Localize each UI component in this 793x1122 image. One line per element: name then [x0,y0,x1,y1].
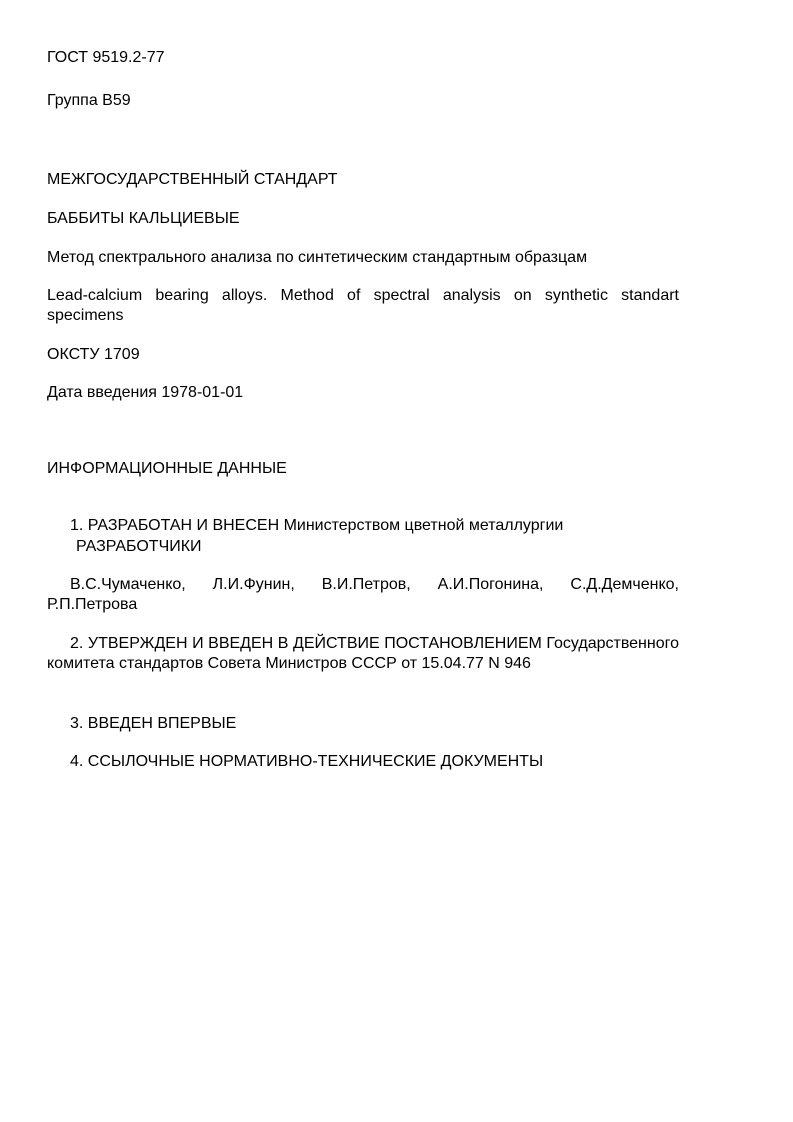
info-developers: В.С.Чумаченко, Л.И.Фунин, В.И.Петров, А.И.Погонина, С.Д.Демченко, Р.П.Петрова [47,576,679,613]
doc-title: БАББИТЫ КАЛЬЦИЕВЫЕ [47,210,240,227]
info-item-1-developers-label: РАЗРАБОТЧИКИ [76,538,202,555]
doc-group: Группа В59 [47,92,131,109]
info-item-2: 2. УТВЕРЖДЕН И ВВЕДЕН В ДЕЙСТВИЕ ПОСТАНОВЛЕНИЕМ Государственного комитета стандартов Совета Министров СССР от 15.04.77 N 946 [47,635,679,672]
info-item-1: 1. РАЗРАБОТАН И ВНЕСЕН Министерством цветной металлургии [70,517,564,534]
info-heading: ИНФОРМАЦИОННЫЕ ДАННЫЕ [47,460,287,477]
doc-intro-date: Дата введения 1978-01-01 [47,384,244,401]
doc-oksty: ОКСТУ 1709 [47,346,140,363]
info-item-3: 3. ВВЕДЕН ВПЕРВЫЕ [70,715,237,732]
standard-type: МЕЖГОСУДАРСТВЕННЫЙ СТАНДАРТ [47,171,338,188]
doc-subtitle-en: Lead-calcium bearing alloys. Method of spectral analysis on synthetic standart specimens [47,287,679,324]
doc-subtitle-ru: Метод спектрального анализа по синтетическим стандартным образцам [47,249,588,266]
doc-code: ГОСТ 9519.2-77 [47,49,165,66]
info-item-4: 4. ССЫЛОЧНЫЕ НОРМАТИВНО-ТЕХНИЧЕСКИЕ ДОКУМЕНТЫ [70,753,544,770]
